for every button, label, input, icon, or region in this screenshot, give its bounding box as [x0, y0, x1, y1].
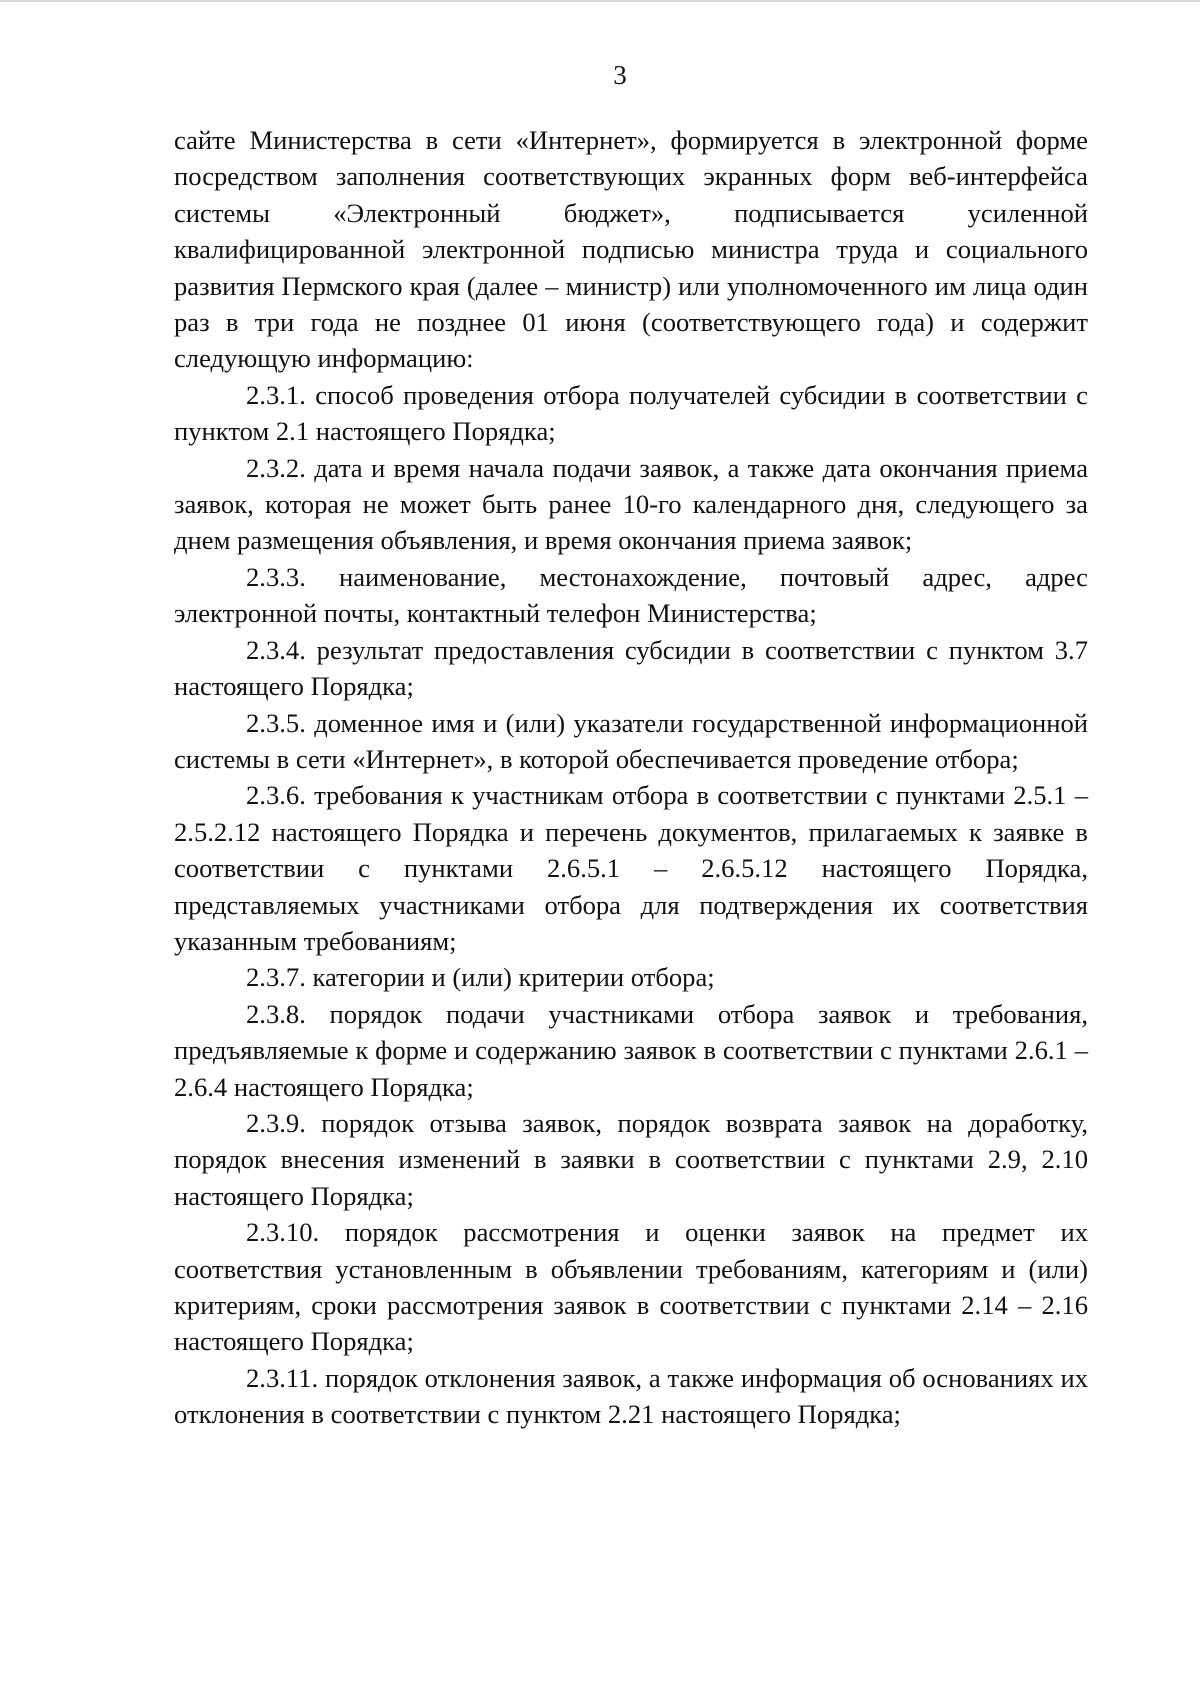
list-item [174, 450, 1088, 559]
item-text: порядок рассмотрения и оценки заявок на предмет их соответствия установленным в объявлении требованиям, категориям и (или) критериям, сроки рассмотрения заявок в соответствии с пунктами 2.14 – 2.16 настоящего Порядка; [174, 1217, 1089, 1357]
item-number: 2.3.1. [246, 379, 306, 410]
item-text: результат предоставления субсидии в соответствии с пунктом 3.7 настоящего Порядка; [174, 634, 1088, 702]
list-item [174, 1105, 1088, 1214]
item-number: 2.3.2. [246, 452, 306, 483]
list-item [174, 377, 1088, 450]
item-number: 2.3.4. [246, 634, 306, 665]
item-number: 2.3.8. [246, 998, 306, 1029]
item-number: 2.3.9. [246, 1107, 306, 1138]
document-body [174, 122, 1088, 1433]
list-item [174, 959, 1088, 995]
item-number: 2.3.11. [246, 1362, 319, 1393]
item-text: порядок отзыва заявок, порядок возврата заявок на доработку, порядок внесения изменений в заявки в соответствии с пунктами 2.9, 2.10 настоящего Порядка; [174, 1107, 1088, 1211]
item-number: 2.3.7. [246, 962, 306, 993]
list-item [174, 1360, 1088, 1433]
list-item [174, 632, 1088, 705]
item-text: категории и (или) критерии отбора; [312, 962, 715, 993]
page-number: 3 [613, 60, 627, 90]
item-text: порядок подачи участниками отбора заявок и требования, предъявляемые к форме и содержанию заявок в соответствии с пунктами 2.6.1 – 2.6.4 настоящего Порядка; [174, 998, 1088, 1102]
item-number: 2.3.3. [246, 561, 306, 592]
list-item [174, 559, 1088, 632]
item-text: доменное имя и (или) указатели государственной информационной системы в сети «Интернет», в которой обеспечивается проведение отбора; [174, 707, 1088, 774]
item-text: способ проведения отбора получателей субсидии в соответствии с пунктом 2.1 настоящего Порядка; [174, 379, 1088, 447]
list-item [174, 777, 1088, 959]
list-item [174, 705, 1088, 778]
intro-paragraph: сайте Министерства в сети «Интернет», формируется в электронной форме посредством заполнения соответствующих экранных форм веб-интерфейса системы «Электронный бюджет», подписывается усиленной квалифицированной электронной подписью министра труда и социального развития Пермского края (далее – министр) или уполномоченного им лица один раз в три года не позднее 01 июня (соответствующего года) и содержит следующую информацию: [174, 125, 1088, 374]
item-text: требования к участникам отбора в соответствии с пунктами 2.5.1 – 2.5.2.12 настоящего Порядка и перечень документов, прилагаемых к заявке в соответствии с пунктами 2.6.5.1 – 2.6.5.12 настоящего Порядка, представляемых участниками отбора для подтверждения их соответствия указанным требованиям; [174, 780, 1088, 956]
item-number: 2.3.10. [246, 1217, 320, 1248]
list-item [174, 1214, 1088, 1360]
list-item [174, 996, 1088, 1105]
item-number: 2.3.5. [246, 707, 306, 738]
item-text: дата и время начала подачи заявок, а также дата окончания приема заявок, которая не может быть ранее 10-го календарного дня, следующего за днем размещения объявления, и время окончания приема заявок; [174, 452, 1088, 556]
scan-edge [0, 0, 1200, 2]
item-text: порядок отклонения заявок, а также информация об основаниях их отклонения в соответствии с пунктом 2.21 настоящего Порядка; [174, 1362, 1089, 1430]
item-number: 2.3.6. [246, 780, 306, 811]
item-text: наименование, местонахождение, почтовый адрес, адрес электронной почты, контактный телефон Министерства; [174, 561, 1088, 629]
